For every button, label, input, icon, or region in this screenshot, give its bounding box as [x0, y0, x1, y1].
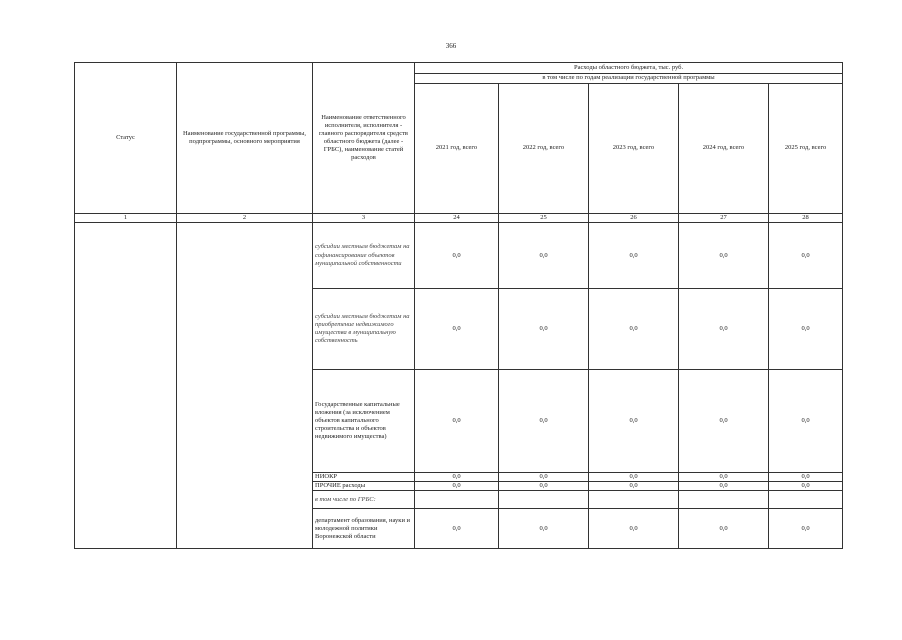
value-2023: 0,0	[589, 482, 679, 491]
value-2022: 0,0	[499, 509, 589, 549]
value-2021: 0,0	[415, 370, 499, 473]
value-2024: 0,0	[679, 473, 769, 482]
row-label: ПРОЧИЕ расходы	[313, 482, 415, 491]
table-row	[75, 223, 843, 289]
value-2022	[499, 491, 589, 509]
value-2023: 0,0	[589, 223, 679, 289]
page-number: 366	[445, 42, 457, 50]
value-2022: 0,0	[499, 473, 589, 482]
column-number: 26	[589, 214, 679, 223]
value-2023: 0,0	[589, 509, 679, 549]
row-label: субсидии местным бюджетам на софинансирование объектов муниципальной собственности	[313, 223, 415, 289]
value-2024: 0,0	[679, 370, 769, 473]
program-name-cell	[177, 223, 313, 549]
header-expenses-title: Расходы областного бюджета, тыс. руб.	[415, 63, 843, 74]
column-number: 27	[679, 214, 769, 223]
header-program-name: Наименование государственной программы, подпрограммы, основного мероприятия	[177, 63, 313, 214]
column-number: 28	[769, 214, 843, 223]
value-2022: 0,0	[499, 482, 589, 491]
value-2021	[415, 491, 499, 509]
value-2022: 0,0	[499, 370, 589, 473]
value-2022: 0,0	[499, 289, 589, 370]
column-number: 3	[313, 214, 415, 223]
value-2024: 0,0	[679, 509, 769, 549]
header-executor: Наименование ответственного исполнителя, исполнителя - главного распорядителя средств областного бюджета (далее - ГРБС), наименование статей расходов	[313, 63, 415, 214]
status-cell	[75, 223, 177, 549]
value-2024	[679, 491, 769, 509]
value-2025: 0,0	[769, 223, 843, 289]
value-2021: 0,0	[415, 509, 499, 549]
value-2025: 0,0	[769, 289, 843, 370]
column-number: 2	[177, 214, 313, 223]
header-year-2025: 2025 год, всего	[769, 84, 843, 214]
header-status: Статус	[75, 63, 177, 214]
header-year-2021: 2021 год, всего	[415, 84, 499, 214]
value-2023: 0,0	[589, 289, 679, 370]
value-2025: 0,0	[769, 473, 843, 482]
value-2025: 0,0	[769, 370, 843, 473]
value-2022: 0,0	[499, 223, 589, 289]
header-year-2024: 2024 год, всего	[679, 84, 769, 214]
value-2024: 0,0	[679, 223, 769, 289]
value-2023: 0,0	[589, 370, 679, 473]
value-2021: 0,0	[415, 289, 499, 370]
column-numbers-row	[75, 214, 843, 223]
row-label: Государственные капитальные вложения (за исключением объектов капитального строительства и объектов недвижимого имущества)	[313, 370, 415, 473]
value-2025: 0,0	[769, 482, 843, 491]
row-label: НИОКР	[313, 473, 415, 482]
header-year-2022: 2022 год, всего	[499, 84, 589, 214]
value-2021: 0,0	[415, 482, 499, 491]
row-label: субсидии местным бюджетам на приобретение недвижимого имущества в муниципальную собственность	[313, 289, 415, 370]
header-year-2023: 2023 год, всего	[589, 84, 679, 214]
value-2023: 0,0	[589, 473, 679, 482]
header-years-subtitle: в том числе по годам реализации государственной программы	[415, 74, 843, 84]
value-2021: 0,0	[415, 223, 499, 289]
value-2025: 0,0	[769, 509, 843, 549]
value-2024: 0,0	[679, 289, 769, 370]
column-number: 24	[415, 214, 499, 223]
column-number: 1	[75, 214, 177, 223]
row-label: департамент образования, науки и молодежной политики Воронежской области	[313, 509, 415, 549]
value-2023	[589, 491, 679, 509]
row-label: в том числе по ГРБС:	[313, 491, 415, 509]
budget-table	[74, 62, 843, 549]
value-2021: 0,0	[415, 473, 499, 482]
value-2025	[769, 491, 843, 509]
column-number: 25	[499, 214, 589, 223]
value-2024: 0,0	[679, 482, 769, 491]
